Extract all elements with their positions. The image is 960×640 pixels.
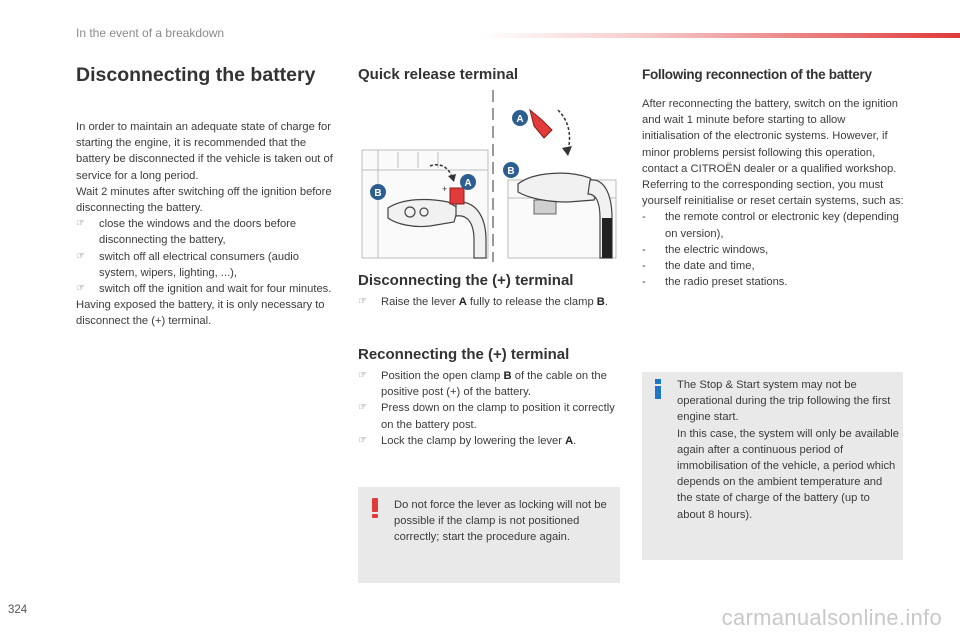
hand-pointer-icon: ☞: [76, 283, 85, 295]
watermark: carmanualsonline.info: [721, 605, 942, 630]
warning-text: Do not force the lever as locking will not be possible if the clamp is not positioned correctly; start the procedure again.: [394, 499, 607, 544]
column-3-body: [642, 96, 904, 290]
breadcrumb: In the event of a breakdown: [76, 26, 225, 40]
page-number: 324: [8, 604, 28, 616]
hand-pointer-icon: ☞: [358, 434, 367, 446]
exclamation-icon: [367, 497, 383, 519]
reconnect-steps: [358, 368, 620, 449]
list-item: - the date and time,: [642, 260, 755, 273]
label-a: A: [464, 178, 472, 189]
header-accent-bar: [480, 33, 960, 38]
list-item: ☞ Lock the clamp by lowering the lever A.: [358, 433, 620, 449]
reinitialise-paragraph: Referring to the corresponding section, you must yourself reinitialise or reset certain systems, such as:: [642, 179, 904, 208]
plus-sign: +: [442, 184, 448, 194]
list-item: - the remote control or electronic key (depending on version),: [642, 211, 899, 240]
column-1-body: [76, 119, 338, 330]
list-item: ☞ Position the open clamp B of the cable on the positive post (+) of the battery.: [358, 370, 607, 399]
list-item: - the electric windows,: [642, 243, 769, 256]
intro-paragraph: In order to maintain an adequate state of charge for starting the engine, it is recommended that the battery be disconnected if the vehicle is taken out of service for a long period.: [76, 121, 333, 182]
label-b: B: [507, 166, 515, 177]
info-paragraph-1: The Stop & Start system may not be operational during the trip following the first engine start.: [677, 379, 891, 424]
hand-pointer-icon: ☞: [358, 296, 367, 307]
info-icon: [651, 378, 665, 400]
wait-paragraph: Wait 2 minutes after switching off the ignition before disconnecting the battery.: [76, 185, 332, 215]
outro-paragraph: Having exposed the battery, it is only necessary to disconnect the (+) terminal.: [76, 299, 325, 328]
hand-pointer-icon: ☞: [76, 250, 85, 262]
info-text: [677, 377, 899, 523]
list-item: ☞ Raise the lever A fully to release the clamp B.: [358, 294, 620, 310]
section-title-quick-release: Quick release terminal: [358, 66, 519, 83]
battery-terminal-illustration: [358, 90, 620, 262]
page-title: Disconnecting the battery: [76, 64, 316, 86]
section-title-disconnecting: Disconnecting the (+) terminal: [358, 272, 574, 289]
bullet-text: close the windows and the doors before disconnecting the battery,: [99, 218, 297, 247]
list-item: [76, 281, 338, 297]
label-b: B: [374, 188, 382, 199]
label-a: A: [516, 114, 524, 125]
list-item: [76, 216, 338, 248]
list-item: - the radio preset stations.: [642, 276, 788, 289]
list-item: ☞ Press down on the clamp to position it correctly on the battery post.: [358, 402, 615, 431]
hand-pointer-icon: ☞: [358, 402, 367, 414]
info-paragraph-2: In this case, the system will only be available again after a continuous period of immobilisation of the vehicle, a period which depends on the ambient temperature and the state of charge of the battery (up to about 8 hours).: [677, 427, 899, 521]
section-title-reconnection: Following reconnection of the battery: [642, 67, 872, 82]
hand-pointer-icon: ☞: [358, 370, 367, 381]
list-item: [76, 249, 338, 281]
disconnect-steps: [358, 294, 620, 310]
hand-pointer-icon: ☞: [76, 218, 85, 230]
bullet-text: switch off all electrical consumers (audio system, wipers, lighting, ...),: [99, 250, 300, 279]
section-title-reconnecting: Reconnecting the (+) terminal: [358, 346, 570, 363]
bullet-text: switch off the ignition and wait for four minutes.: [99, 283, 332, 296]
reconnection-paragraph: After reconnecting the battery, switch on the ignition and wait 1 minute before starting to allow initialisation of the electronic systems. However, if minor problems persist following this operation, contact a CITROËN dealer or a qualified workshop.: [642, 98, 899, 175]
